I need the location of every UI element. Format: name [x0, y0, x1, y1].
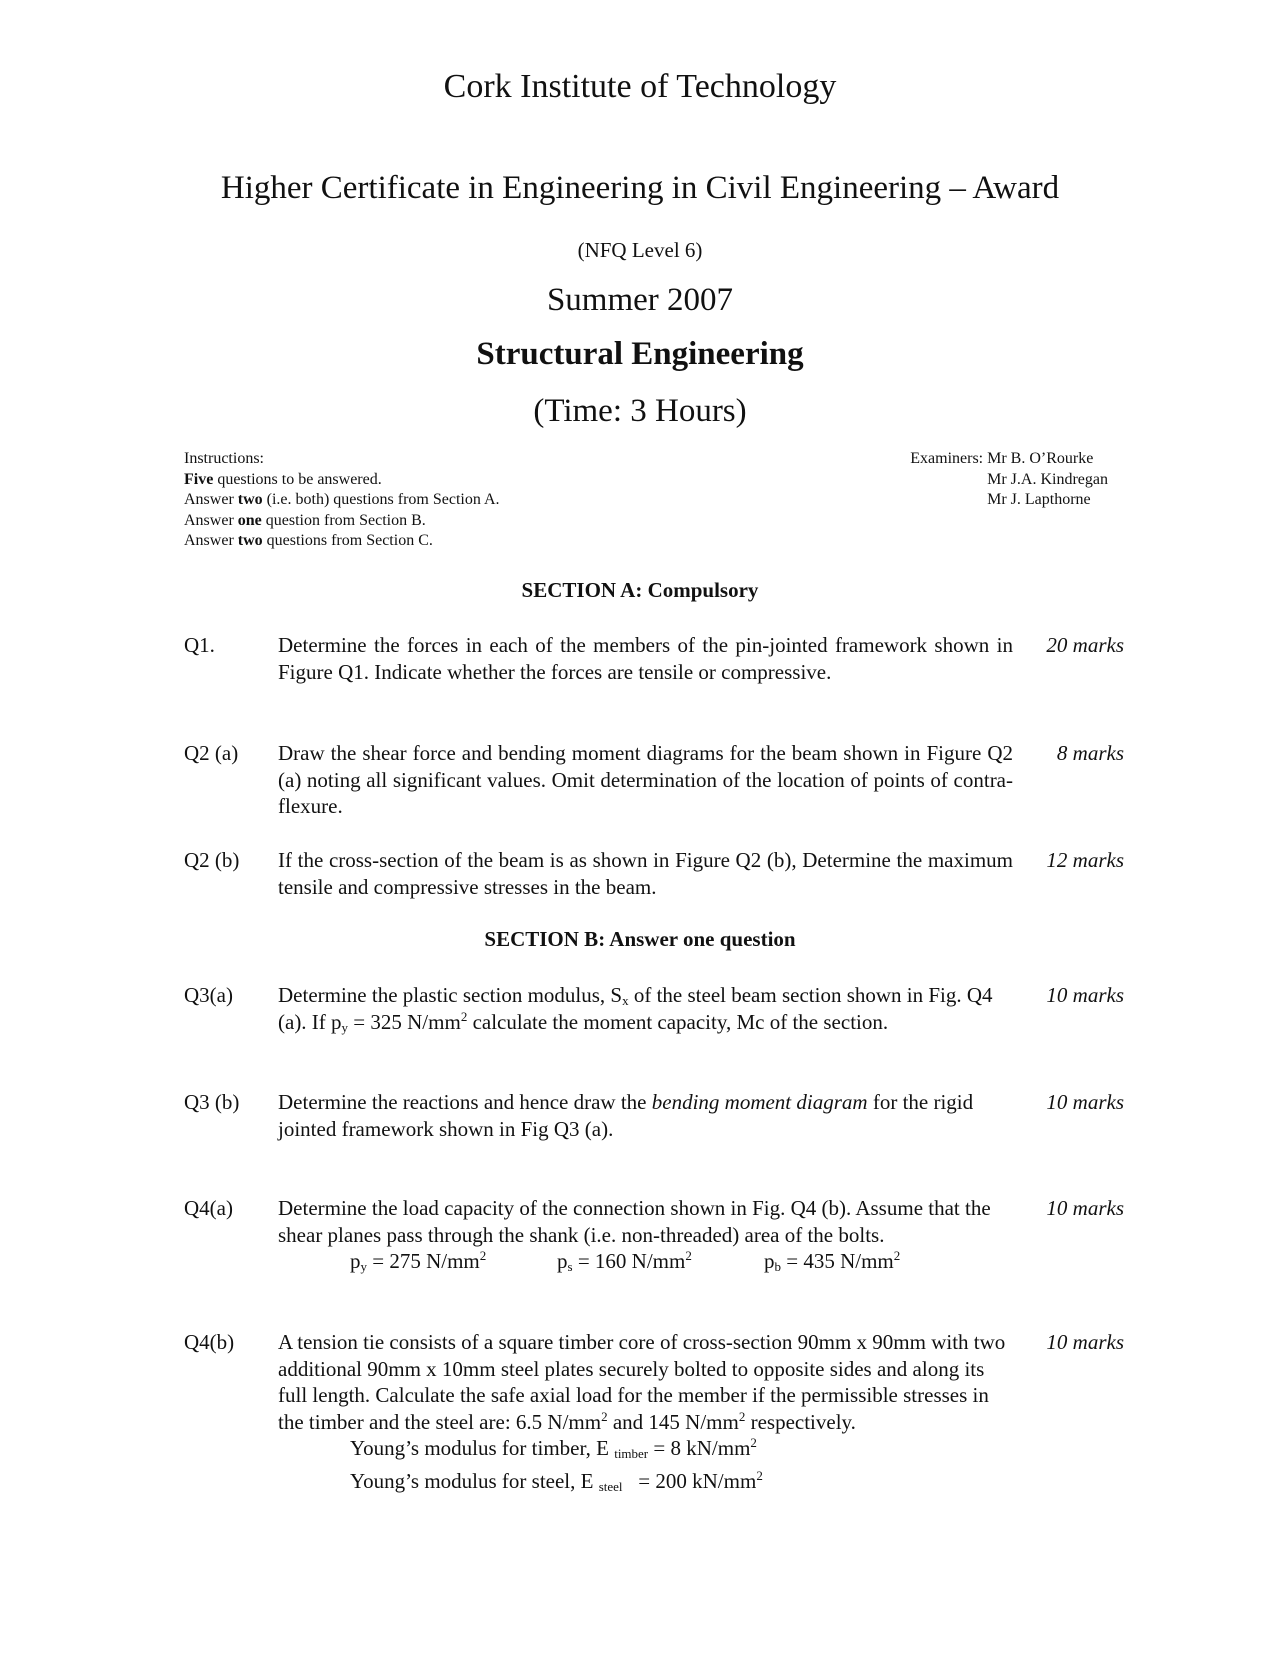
question-number: Q2 (a)	[184, 741, 239, 765]
nfq-level: (NFQ Level 6)	[577, 238, 703, 262]
examiner-name: Mr J.A. Kindregan	[987, 470, 1108, 488]
stress-ps: ps = 160 $N/mm^2$	[557, 1248, 692, 1274]
exam-session: Summer 2007	[546, 282, 734, 318]
question-marks: 20 marks	[1046, 633, 1124, 657]
instruction-line: Answer one question from Section B.	[184, 511, 426, 529]
question-text: Determine the forces in each of the members of the pin-jointed framework shown in Figure Q1. Indicate whether the forces are tensile or compressive.	[278, 633, 1013, 684]
question-marks: 10 marks	[1046, 1090, 1124, 1114]
stress-py: py = 275 $N/mm^2$	[350, 1248, 487, 1274]
stress-pb: pb = 435 $N/mm^2$	[764, 1248, 901, 1274]
youngs-modulus-steel: Young’s modulus for steel, E steel = 200 $kN/mm^2$	[350, 1467, 763, 1494]
question-text: Determine the reactions and hence draw the bending moment diagram for the rigid jointed framework shown in Fig Q3 (a).	[278, 1090, 974, 1141]
section-a-heading: SECTION A: Compulsory	[521, 578, 759, 602]
youngs-modulus-timber: Young’s modulus for timber, E timber = 8 $kN/mm^2$	[350, 1435, 757, 1461]
question-marks: 10 marks	[1046, 983, 1124, 1007]
subject-title: Structural Engineering	[476, 336, 804, 372]
exam-duration: (Time: 3 Hours)	[533, 393, 747, 429]
question-text: Determine the plastic section modulus, $S_x$ of the steel beam section shown in Fig. Q4 (a). If $p_y = 325$ $N/mm^2$ calculate the moment capacity, Mc of the section.	[278, 983, 993, 1035]
question-text: Determine the load capacity of the connection shown in Fig. Q4 (b). Assume that the shear planes pass through the shank (i.e. non-threaded) area of the bolts. py = 275 $N/mm^2$ ps = 160 $N/mm^2$ pb = 435 $N/mm^2$	[278, 1195, 1013, 1281]
instruction-line: Answer two (i.e. both) questions from Section A.	[184, 491, 500, 508]
section-b-heading: SECTION B: Answer one question	[484, 927, 796, 951]
instruction-line: Answer two questions from Section C.	[184, 532, 433, 549]
question-number: Q2 (b)	[184, 848, 240, 872]
instructions-block	[184, 449, 500, 552]
examiners-block	[910, 449, 1108, 511]
instructions-heading: Instructions:	[184, 450, 264, 467]
question-number: Q1.	[184, 633, 215, 657]
question-number: Q4(b)	[184, 1330, 235, 1354]
question-text: If the cross-section of the beam is as shown in Figure Q2 (b), Determine the maximum tensile and compressive stresses in the beam.	[278, 848, 1013, 899]
course-title: Higher Certificate in Engineering in Civil Engineering – Award	[220, 170, 1060, 206]
stress-values	[278, 1248, 1013, 1281]
question-marks: 12 marks	[1046, 848, 1124, 872]
examiners-label: Examiners:	[910, 450, 984, 467]
examiner-name: Mr B. O’Rourke	[987, 450, 1094, 467]
question-number: Q3 (b)	[184, 1090, 240, 1114]
question-marks: 8 marks	[1056, 741, 1124, 765]
question-text: A tension tie consists of a square timber core of cross-section 90mm x 90mm with two additional 90mm x 10mm steel plates securely bolted to opposite sides and along its full length. Calculate the safe axial load for the member if the permissible stresses in the timber and the steel are: 6.5 $N/mm^2$ and 145 $N/mm^2$ respectively. Young’s modulus for timber, E timber = 8 $kN/mm^2$ Young’s modulus for steel, E steel = 200 $kN/mm^2$	[278, 1329, 1013, 1500]
institute-title: Cork Institute of Technology	[443, 68, 837, 105]
question-number: Q4(a)	[184, 1196, 233, 1220]
question-number: Q3(a)	[184, 983, 233, 1007]
question-text: Draw the shear force and bending moment diagrams for the beam shown in Figure Q2 (a) noting all significant values. Omit determination of the location of points of contra-flexure.	[278, 741, 1013, 818]
question-marks: 10 marks	[1046, 1330, 1124, 1354]
instruction-line: Five questions to be answered.	[184, 470, 382, 488]
examiner-name: Mr J. Lapthorne	[987, 491, 1091, 508]
examiners-names	[987, 449, 1108, 511]
question-marks: 10 marks	[1046, 1196, 1124, 1220]
